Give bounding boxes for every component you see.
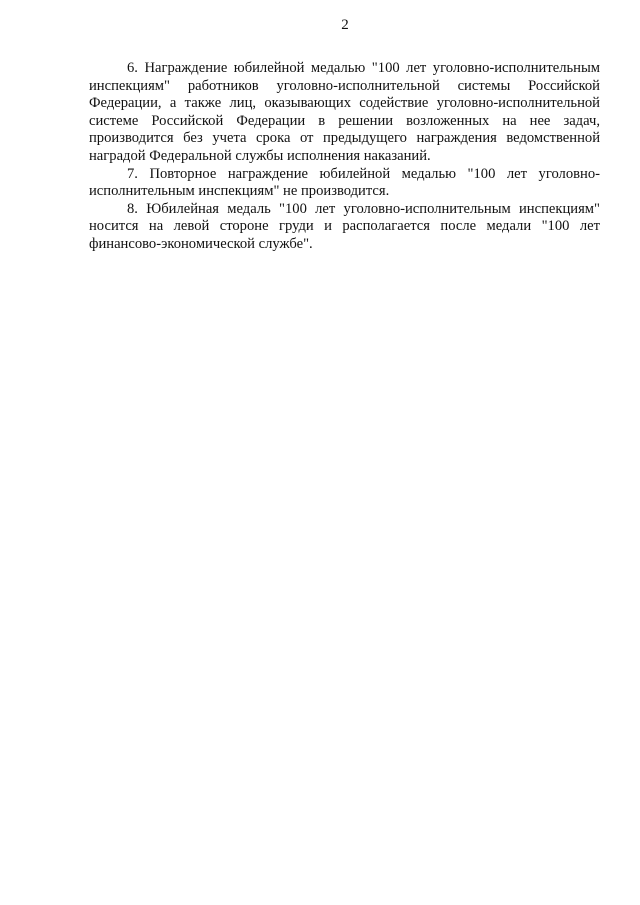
document-body (89, 60, 600, 254)
paragraph-7: 7. Повторное награждение юбилейной медалью "100 лет уголовно-исполнительным инспекциям" не производится. (89, 165, 600, 200)
paragraph-6: 6. Награждение юбилейной медалью "100 лет уголовно-исполнительным инспекциям" работников уголовно-исполнительной системы Российской Федерации, а также лиц, оказывающих содействие уголовно-исполнительной системе Российской Федерации в решении возложенных на нее задач, производится без учета срока от предыдущего награждения ведомственной наградой Федеральной службы исполнения наказаний. (89, 60, 600, 164)
page-number: 2 (341, 17, 349, 33)
paragraph-8: 8. Юбилейная медаль "100 лет уголовно-исполнительным инспекциям" носится на левой стороне груди и располагается после медали "100 лет финансово-экономической службе". (89, 200, 600, 252)
